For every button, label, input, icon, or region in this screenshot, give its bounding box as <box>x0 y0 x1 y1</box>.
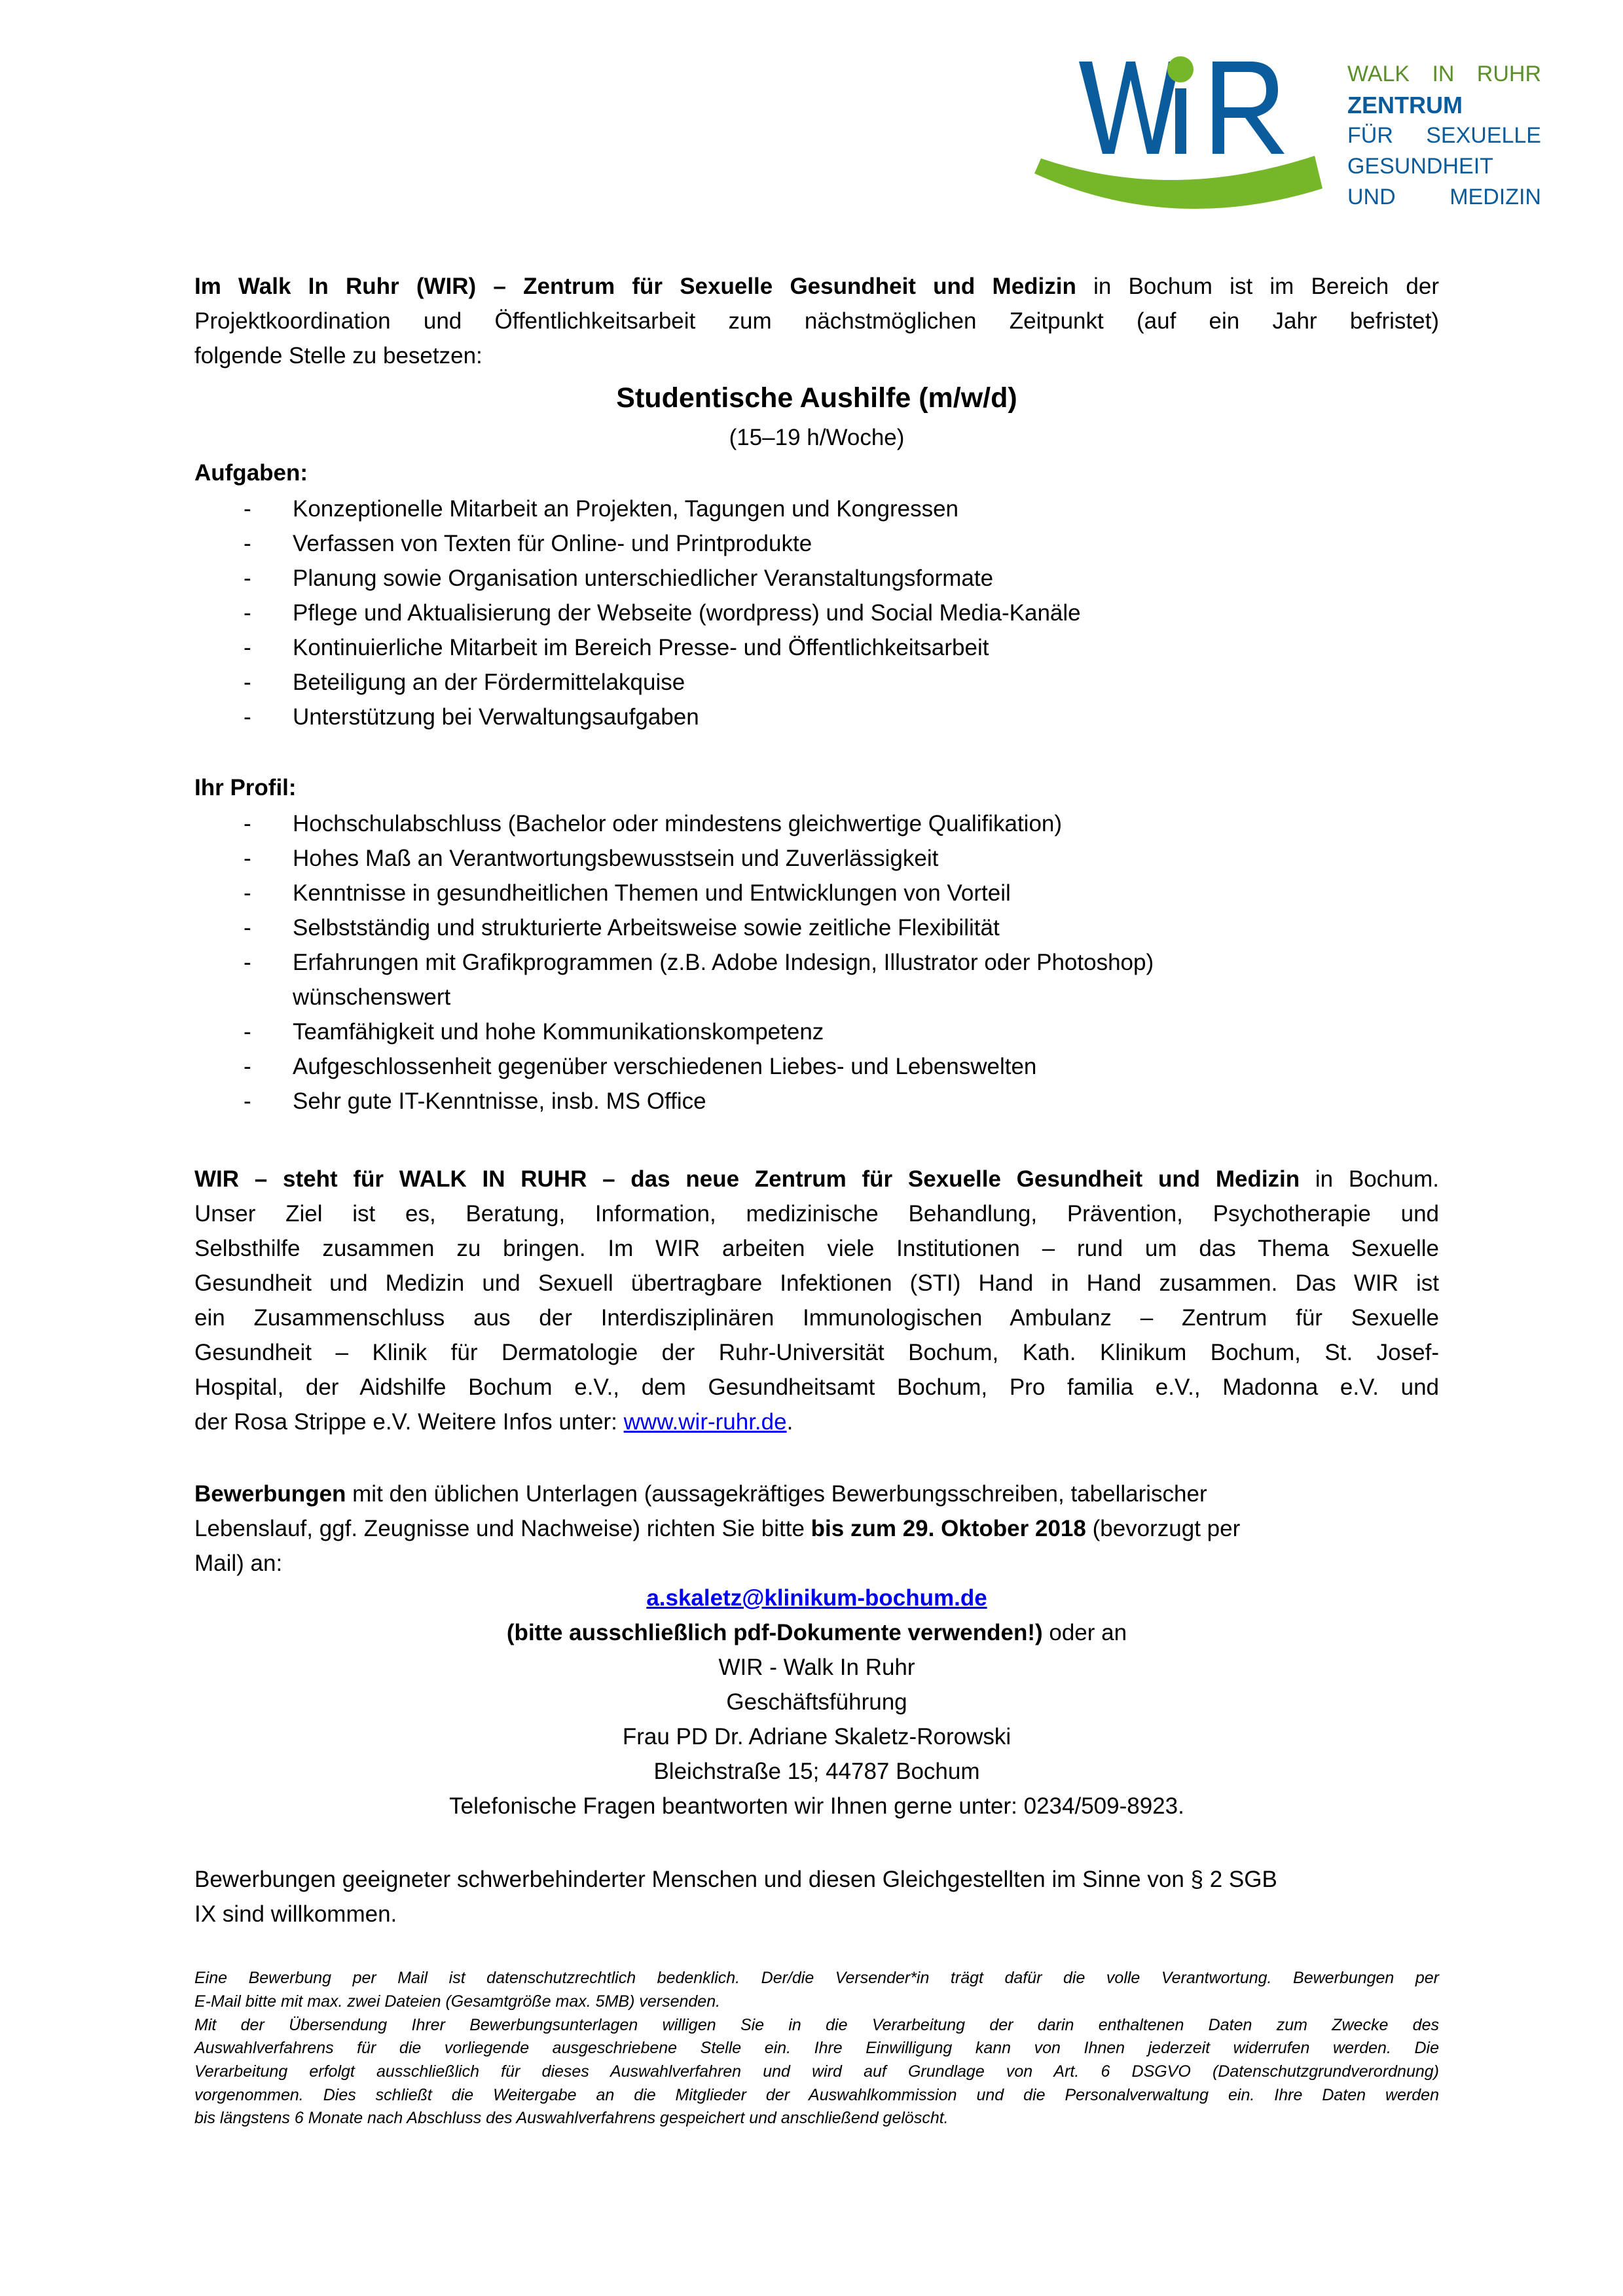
profile-item: Selbstständig und strukturierte Arbeitsweise sowie zeitliche Flexibilität <box>293 915 1000 941</box>
privacy-line: Eine Bewerbung per Mail ist datenschutzrechtlich bedenklich. Der/die Versender*in trägt dafür die volle Verantwortung. Bewerbungen per <box>194 1969 1439 1987</box>
application-line-2: Lebenslauf, ggf. Zeugnisse und Nachweise) richten Sie bitte bis zum 29. Oktober 2018 (bevorzugt per <box>194 1516 1241 1541</box>
profile-item: Teamfähigkeit und hohe Kommunikationskompetenz <box>293 1019 824 1045</box>
about-line: Hospital, der Aidshilfe Bochum e.V., dem Gesundheitsamt Bochum, Pro familia e.V., Madonna e.V. und <box>194 1374 1439 1400</box>
logo-line-walk-in-ruhr: WALK IN RUHR <box>1347 62 1541 86</box>
wir-logo <box>1034 39 1558 223</box>
bullet-dash: - <box>244 635 251 660</box>
task-item: Pflege und Aktualisierung der Webseite (wordpress) und Social Media-Kanäle <box>293 600 1081 626</box>
logo-line-zentrum: ZENTRUM <box>1347 92 1463 118</box>
about-line: Gesundheit – Klinik für Dermatologie der Ruhr-Universität Bochum, Kath. Klinikum Bochum, St. Josef- <box>194 1340 1439 1365</box>
task-item: Beteiligung an der Fördermittelakquise <box>293 670 685 695</box>
privacy-line: Verarbeitung erfolgt ausschließlich für dieses Auswahlverfahren und wird auf Grundlage von Art. 6 DSGVO (Datenschutzgrundverordnung) <box>194 2062 1439 2081</box>
task-item: Planung sowie Organisation unterschiedlicher Veranstaltungsformate <box>293 565 994 591</box>
bullet-dash: - <box>244 600 251 626</box>
bullet-dash: - <box>244 704 251 730</box>
bullet-dash: - <box>244 496 251 522</box>
job-title: Studentische Aushilfe (m/w/d) <box>616 382 1017 414</box>
tasks-heading: Aufgaben: <box>194 460 308 486</box>
job-hours: (15–19 h/Woche) <box>729 425 905 450</box>
bullet-dash: - <box>244 915 251 941</box>
bullet-dash: - <box>244 950 251 975</box>
bullet-dash: - <box>244 670 251 695</box>
logo-line-fuer-sexuelle: FÜR SEXUELLE <box>1347 123 1541 148</box>
about-line: ein Zusammenschluss aus der Interdisziplinären Immunologischen Ambulanz – Zentrum für Sexuelle <box>194 1305 1439 1331</box>
task-item: Verfassen von Texten für Online- und Printprodukte <box>293 531 812 556</box>
profile-item-continuation: wünschenswert <box>293 984 451 1010</box>
intro-line-1: Im Walk In Ruhr (WIR) – Zentrum für Sexuelle Gesundheit und Medizin in Bochum ist im Bereich der <box>194 274 1440 299</box>
logo-wordmark <box>1347 59 1541 213</box>
email-link[interactable]: a.skaletz@klinikum-bochum.de <box>646 1585 987 1611</box>
application-line-3: Mail) an: <box>194 1551 283 1576</box>
phone-info: Telefonische Fragen beantworten wir Ihnen gerne unter: 0234/509-8923. <box>449 1793 1184 1819</box>
intro-line-3: folgende Stelle zu besetzen: <box>194 343 483 368</box>
profile-item: Hohes Maß an Verantwortungsbewusstsein und Zuverlässigkeit <box>293 846 939 871</box>
bullet-dash: - <box>244 880 251 906</box>
bullet-dash: - <box>244 1019 251 1045</box>
privacy-line: Mit der Übersendung Ihrer Bewerbungsunterlagen willigen Sie in die Verarbeitung der darin enthaltenen Daten zum Zwecke des <box>194 2016 1439 2034</box>
bullet-dash: - <box>244 531 251 556</box>
about-line: Unser Ziel ist es, Beratung, Information, medizinische Behandlung, Prävention, Psychotherapie und <box>194 1201 1439 1227</box>
intro-line-2: Projektkoordination und Öffentlichkeitsarbeit zum nächstmöglichen Zeitpunkt (auf ein Jahr befristet) <box>194 308 1439 334</box>
email-line <box>194 1581 1439 1615</box>
logo-line-und-medizin: UND MEDIZIN <box>1347 185 1541 209</box>
address-street: Bleichstraße 15; 44787 Bochum <box>653 1759 980 1784</box>
privacy-line: E-Mail bitte mit max. zwei Dateien (Gesamtgröße max. 5MB) versenden. <box>194 1992 721 2011</box>
bullet-dash: - <box>244 1088 251 1114</box>
website-link[interactable]: www.wir-ruhr.de <box>623 1409 787 1435</box>
profile-item: Sehr gute IT-Kenntnisse, insb. MS Office <box>293 1088 706 1114</box>
logo-line-gesundheit: GESUNDHEIT <box>1347 154 1493 179</box>
about-line: WIR – steht für WALK IN RUHR – das neue Zentrum für Sexuelle Gesundheit und Medizin in Bochum. <box>194 1166 1439 1192</box>
address-contact-person: Frau PD Dr. Adriane Skaletz-Rorowski <box>622 1724 1012 1749</box>
disability-line-2: IX sind willkommen. <box>194 1901 397 1927</box>
privacy-line: Auswahlverfahrens für die vorliegende ausgeschriebene Stelle ein. Ihre Einwilligung kann von Ihnen jederzeit widerrufen werden. Die <box>194 2039 1439 2057</box>
bullet-dash: - <box>244 565 251 591</box>
about-line: Gesundheit und Medizin und Sexuell übertragbare Infektionen (STI) Hand in Hand zusammen. Das WIR ist <box>194 1270 1439 1296</box>
about-line: Selbsthilfe zusammen zu bringen. Im WIR arbeiten viele Institutionen – rund um das Thema Sexuelle <box>194 1236 1439 1261</box>
intro-org-name: Im Walk In Ruhr (WIR) – Zentrum für Sexuelle Gesundheit und Medizin <box>194 274 1076 299</box>
privacy-line: bis längstens 6 Monate nach Abschluss des Auswahlverfahrens gespeichert und anschließend gelöscht. <box>194 2109 949 2127</box>
profile-item: Aufgeschlossenheit gegenüber verschiedenen Liebes- und Lebenswelten <box>293 1054 1037 1079</box>
task-item: Konzeptionelle Mitarbeit an Projekten, Tagungen und Kongressen <box>293 496 958 522</box>
task-item: Unterstützung bei Verwaltungsaufgaben <box>293 704 699 730</box>
application-line-1: Bewerbungen mit den üblichen Unterlagen (aussagekräftiges Bewerbungsschreiben, tabellarischer <box>194 1481 1207 1507</box>
profile-heading: Ihr Profil: <box>194 775 297 800</box>
disability-line-1: Bewerbungen geeigneter schwerbehinderter Menschen und diesen Gleichgestellten im Sinne von § 2 SGB <box>194 1867 1277 1892</box>
address-org: WIR - Walk In Ruhr <box>718 1655 915 1680</box>
privacy-line: vorgenommen. Dies schließt die Weitergabe an die Mitglieder der Auswahlkommission und die Personalverwaltung ein. Ihre Daten werden <box>194 2086 1439 2104</box>
profile-item: Kenntnisse in gesundheitlichen Themen und Entwicklungen von Vorteil <box>293 880 1011 906</box>
profile-item: Hochschulabschluss (Bachelor oder mindestens gleichwertige Qualifikation) <box>293 811 1063 836</box>
address-department: Geschäftsführung <box>726 1689 907 1715</box>
about-line-last: der Rosa Strippe e.V. Weitere Infos unter: www.wir-ruhr.de. <box>194 1409 793 1435</box>
bullet-dash: - <box>244 846 251 871</box>
bullet-dash: - <box>244 1054 251 1079</box>
task-item: Kontinuierliche Mitarbeit im Bereich Presse- und Öffentlichkeitsarbeit <box>293 635 989 660</box>
wir-logo-mark-icon <box>1034 39 1342 223</box>
deadline: bis zum 29. Oktober 2018 <box>811 1516 1086 1541</box>
bullet-dash: - <box>244 811 251 836</box>
profile-item: Erfahrungen mit Grafikprogrammen (z.B. Adobe Indesign, Illustrator oder Photoshop) <box>293 950 1154 975</box>
pdf-note: (bitte ausschließlich pdf-Dokumente verwenden!) oder an <box>506 1620 1127 1645</box>
